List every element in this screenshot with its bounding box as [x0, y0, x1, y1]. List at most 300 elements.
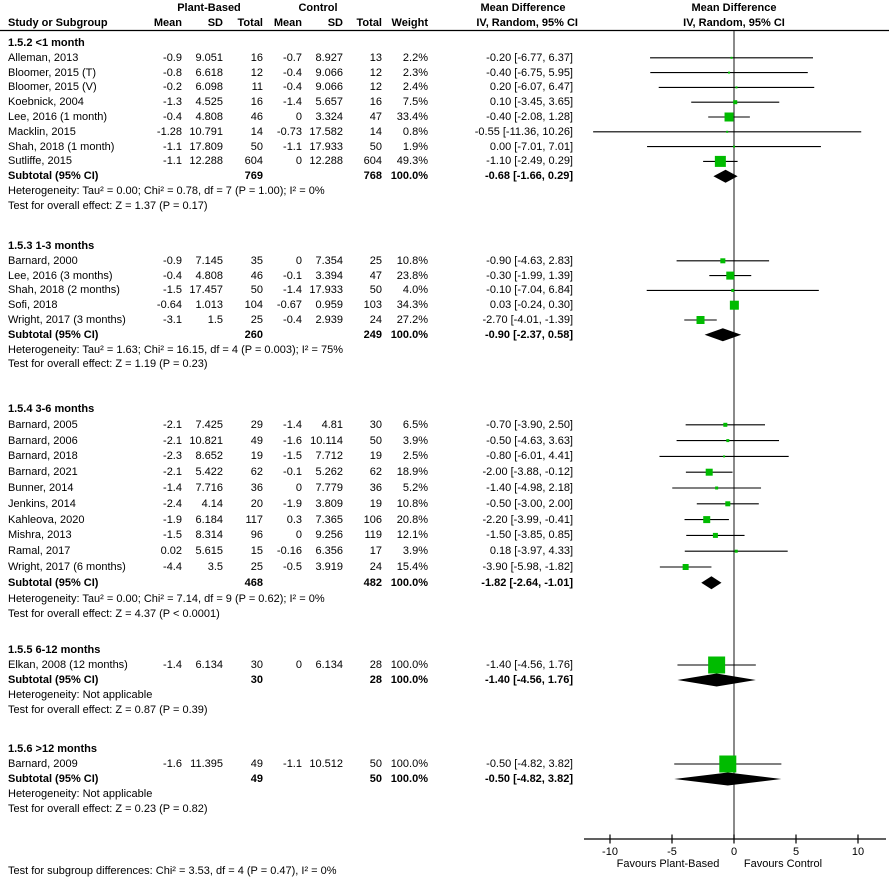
weight-cell: 10.8%	[396, 254, 428, 267]
weight-cell: 100.0%	[390, 674, 428, 686]
weight-cell: 3.9%	[402, 545, 428, 558]
weight-cell: 27.2%	[396, 314, 428, 326]
mean2-cell: -0.4	[283, 314, 302, 326]
sd1-cell: 12.288	[189, 155, 223, 168]
n2-cell: 62	[369, 466, 382, 479]
mean2-cell: 0	[295, 529, 302, 542]
mean2-cell: 0	[295, 482, 302, 494]
column-header-mean-control: Mean	[273, 17, 302, 29]
n2-cell: 50	[369, 773, 382, 785]
mean2-cell: -1.5	[283, 450, 302, 463]
n2-cell: 768	[363, 170, 382, 183]
ci-cell: -3.90 [-5.98, -1.82]	[482, 561, 573, 573]
sd2-cell: 3.919	[315, 561, 343, 573]
effect-marker	[731, 289, 734, 292]
weight-cell: 2.3%	[402, 66, 428, 79]
n1-cell: 11	[251, 81, 263, 94]
n2-cell: 106	[363, 513, 382, 526]
n1-cell: 117	[245, 513, 263, 526]
subtotal-label: Subtotal (95% CI)	[8, 328, 99, 341]
section-title: 1.5.3 1-3 months	[8, 240, 95, 252]
subtotal-diamond	[705, 328, 742, 341]
ci-cell: -0.80 [-6.01, 4.41]	[486, 450, 573, 463]
sd1-cell: 5.422	[195, 466, 223, 479]
study-name-cell: Koebnick, 2004	[8, 96, 84, 109]
mean1-cell: -2.1	[163, 466, 182, 479]
weight-cell: 18.9%	[396, 466, 428, 479]
weight-cell: 5.2%	[402, 482, 428, 494]
mean1-cell: -1.9	[163, 513, 182, 526]
weight-cell: 100.0%	[390, 659, 428, 671]
sd1-cell: 5.615	[195, 545, 223, 558]
heterogeneity-note: Heterogeneity: Tau² = 0.00; Chi² = 7.14, df = 9 (P = 0.62); I² = 0%	[8, 592, 325, 605]
study-name-cell: Barnard, 2009	[8, 758, 78, 770]
n2-cell: 482	[363, 576, 382, 589]
mean2-cell: 0	[295, 254, 302, 267]
mean1-cell: -1.3	[163, 96, 182, 109]
n1-cell: 12	[250, 66, 263, 79]
study-name-cell: Bloomer, 2015 (T)	[8, 66, 97, 79]
sd2-cell: 17.582	[309, 125, 343, 138]
study-name-cell: Barnard, 2018	[8, 450, 78, 463]
effect-marker	[726, 439, 729, 442]
mean2-cell: -1.4	[283, 418, 302, 431]
sd2-cell: 3.324	[315, 111, 343, 123]
n1-cell: 30	[250, 674, 263, 686]
mean1-cell: 0.02	[160, 545, 182, 558]
n2-cell: 24	[369, 561, 382, 573]
heterogeneity-note: Heterogeneity: Tau² = 1.63; Chi² = 16.15, df = 4 (P = 0.003); I² = 75%	[8, 343, 343, 356]
effect-marker	[708, 657, 725, 674]
md-text-column-title: Mean Difference	[480, 2, 566, 14]
n1-cell: 104	[244, 299, 263, 312]
section-title: 1.5.6 >12 months	[8, 743, 97, 755]
sd1-cell: 4.14	[201, 497, 223, 510]
mean1-cell: -1.28	[156, 125, 182, 138]
heterogeneity-note: Heterogeneity: Not applicable	[8, 788, 153, 800]
mean1-cell: -1.4	[163, 659, 182, 671]
n2-cell: 50	[369, 758, 382, 770]
ci-cell: -0.50 [-4.63, 3.63]	[486, 434, 573, 447]
weight-cell: 4.0%	[402, 284, 428, 297]
n2-cell: 50	[369, 434, 382, 447]
n1-cell: 25	[250, 314, 263, 326]
sd2-cell: 3.394	[315, 269, 343, 282]
effect-marker	[723, 455, 725, 457]
column-header-weight: Weight	[391, 17, 428, 29]
n1-cell: 35	[250, 254, 263, 267]
effect-marker	[697, 316, 705, 324]
effect-marker	[726, 272, 734, 280]
heterogeneity-note: Heterogeneity: Tau² = 0.00; Chi² = 0.78, df = 7 (P = 1.00); I² = 0%	[8, 185, 325, 197]
n2-cell: 119	[364, 529, 382, 542]
mean1-cell: -3.1	[163, 314, 182, 326]
mean1-cell: -1.5	[163, 529, 182, 542]
column-header-sd-control: SD	[327, 17, 343, 29]
effect-marker	[725, 113, 734, 122]
sd1-cell: 6.618	[195, 66, 223, 79]
n1-cell: 36	[250, 482, 263, 494]
ci-cell: -0.90 [-4.63, 2.83]	[486, 254, 573, 267]
sd1-cell: 7.425	[195, 418, 223, 431]
effect-marker	[719, 756, 736, 773]
n1-cell: 49	[250, 758, 263, 770]
effect-marker	[730, 301, 739, 310]
sd1-cell: 10.821	[189, 434, 223, 447]
mean2-cell: -0.7	[283, 51, 302, 64]
sd2-cell: 9.066	[315, 81, 343, 94]
mean2-cell: 0	[295, 155, 302, 168]
effect-marker	[733, 100, 737, 104]
favours-left-label: Favours Plant-Based	[616, 858, 720, 870]
section-title: 1.5.5 6-12 months	[8, 644, 101, 656]
effect-marker	[733, 146, 735, 148]
weight-cell: 49.3%	[396, 155, 428, 168]
weight-cell: 33.4%	[396, 111, 428, 123]
n1-cell: 49	[250, 434, 263, 447]
n2-cell: 19	[369, 497, 382, 510]
sd2-cell: 6.356	[315, 545, 343, 558]
mean2-cell: -0.1	[283, 269, 302, 282]
mean1-cell: -0.8	[163, 66, 182, 79]
n2-cell: 13	[369, 51, 382, 64]
ci-cell: -1.40 [-4.98, 2.18]	[486, 482, 573, 494]
subtotal-label: Subtotal (95% CI)	[8, 674, 99, 686]
weight-cell: 15.4%	[396, 561, 428, 573]
sd1-cell: 4.525	[195, 96, 223, 109]
n2-cell: 25	[369, 254, 382, 267]
heterogeneity-note: Heterogeneity: Not applicable	[8, 689, 153, 701]
n1-cell: 30	[250, 659, 263, 671]
study-name-cell: Macklin, 2015	[8, 125, 76, 138]
sd2-cell: 17.933	[309, 284, 343, 297]
sd2-cell: 9.256	[315, 529, 343, 542]
effect-marker	[720, 258, 725, 263]
effect-marker	[726, 131, 728, 133]
weight-cell: 10.8%	[396, 497, 428, 510]
n1-cell: 468	[244, 576, 263, 589]
group-header-plant-based: Plant-Based	[177, 2, 241, 14]
mean1-cell: -2.1	[163, 434, 182, 447]
weight-cell: 2.2%	[402, 51, 428, 64]
md-plot-column-title: Mean Difference	[691, 2, 777, 14]
sd1-cell: 7.716	[195, 482, 223, 494]
axis-tick-label: 5	[792, 846, 800, 858]
subtotal-label: Subtotal (95% CI)	[8, 773, 99, 785]
sd1-cell: 6.184	[195, 513, 223, 526]
n2-cell: 17	[369, 545, 382, 558]
axis-tick-label: 10	[851, 846, 865, 858]
n1-cell: 16	[250, 96, 263, 109]
weight-cell: 34.3%	[396, 299, 428, 312]
sd2-cell: 2.939	[315, 314, 343, 326]
study-name-cell: Bloomer, 2015 (V)	[8, 81, 97, 94]
ci-cell: -1.40 [-4.56, 1.76]	[486, 659, 573, 671]
n1-cell: 15	[250, 545, 263, 558]
weight-cell: 2.4%	[402, 81, 428, 94]
study-name-cell: Sutliffe, 2015	[8, 155, 73, 168]
effect-marker	[735, 86, 737, 88]
mean2-cell: -0.4	[283, 66, 302, 79]
mean2-cell: -1.6	[283, 434, 302, 447]
sd1-cell: 9.051	[195, 51, 223, 64]
study-name-cell: Ramal, 2017	[8, 545, 71, 558]
effect-marker	[703, 516, 710, 523]
effect-marker	[713, 533, 718, 538]
ci-cell: 0.00 [-7.01, 7.01]	[489, 140, 573, 153]
ci-cell: -0.50 [-4.82, 3.82]	[486, 758, 573, 770]
overall-effect-note: Test for overall effect: Z = 1.37 (P = 0.17)	[8, 199, 208, 212]
n1-cell: 14	[250, 125, 263, 138]
sd1-cell: 17.457	[189, 284, 223, 297]
effect-marker	[728, 72, 730, 74]
mean1-cell: -1.1	[163, 155, 182, 168]
weight-cell: 100.0%	[390, 170, 428, 183]
group-header-control: Control	[298, 2, 338, 14]
mean2-cell: -0.16	[276, 545, 302, 558]
subtotal-diamond	[701, 576, 721, 589]
column-header-sd-plant: SD	[207, 17, 223, 29]
mean2-cell: -1.4	[283, 96, 302, 109]
n2-cell: 249	[363, 328, 382, 341]
n2-cell: 103	[363, 299, 382, 312]
ci-cell: 0.20 [-6.07, 6.47]	[489, 81, 573, 94]
subtotal-diamond	[677, 674, 755, 687]
ci-cell: -0.55 [-11.36, 10.26]	[474, 125, 573, 138]
weight-cell: 100.0%	[390, 758, 428, 770]
overall-effect-note: Test for overall effect: Z = 0.87 (P = 0.39)	[8, 704, 208, 716]
axis-tick-label: 0	[730, 846, 738, 858]
ci-cell: -0.20 [-6.77, 6.37]	[486, 51, 573, 64]
mean2-cell: -0.4	[283, 81, 302, 94]
sd1-cell: 10.791	[189, 125, 223, 138]
n2-cell: 12	[369, 81, 382, 94]
n1-cell: 604	[244, 155, 263, 168]
ci-cell: -2.00 [-3.88, -0.12]	[482, 466, 573, 479]
study-name-cell: Barnard, 2000	[8, 254, 78, 267]
n2-cell: 47	[369, 111, 382, 123]
mean1-cell: -1.4	[163, 482, 182, 494]
n2-cell: 24	[369, 314, 382, 326]
sd2-cell: 17.933	[309, 140, 343, 153]
sd1-cell: 3.5	[207, 561, 223, 573]
mean2-cell: -0.5	[283, 561, 302, 573]
column-header-mean-plant: Mean	[153, 17, 182, 29]
subtotal-label: Subtotal (95% CI)	[8, 170, 99, 183]
weight-cell: 12.1%	[396, 529, 428, 542]
mean2-cell: 0.3	[286, 513, 302, 526]
ci-cell: -0.50 [-3.00, 2.00]	[486, 497, 573, 510]
mean1-cell: -2.4	[163, 497, 182, 510]
overall-effect-note: Test for overall effect: Z = 1.19 (P = 0.23)	[8, 358, 208, 371]
sd1-cell: 8.314	[195, 529, 223, 542]
ci-cell: -0.90 [-2.37, 0.58]	[484, 328, 573, 341]
study-name-cell: Wright, 2017 (3 months)	[8, 314, 126, 326]
ci-cell: -2.20 [-3.99, -0.41]	[482, 513, 573, 526]
weight-cell: 0.8%	[402, 125, 428, 138]
effect-marker	[725, 501, 730, 506]
ci-cell: -0.68 [-1.66, 0.29]	[484, 170, 573, 183]
axis-tick-label: -5	[667, 846, 677, 858]
sd1-cell: 4.808	[195, 111, 223, 123]
effect-marker	[683, 564, 689, 570]
n1-cell: 50	[250, 140, 263, 153]
n2-cell: 50	[369, 284, 382, 297]
effect-marker	[723, 423, 727, 427]
study-name-cell: Shah, 2018 (1 month)	[8, 140, 115, 153]
weight-cell: 20.8%	[396, 513, 428, 526]
sd2-cell: 5.262	[315, 466, 343, 479]
md-plot-column-subtitle: IV, Random, 95% CI	[683, 17, 785, 29]
mean2-cell: -0.73	[276, 125, 302, 138]
sd1-cell: 6.134	[195, 659, 223, 671]
subtotal-diamond	[713, 170, 737, 183]
mean2-cell: -1.9	[283, 497, 302, 510]
subtotal-diamond	[674, 773, 781, 786]
overall-effect-note: Test for overall effect: Z = 4.37 (P < 0.0001)	[8, 608, 220, 621]
mean1-cell: -0.2	[163, 81, 182, 94]
study-name-cell: Barnard, 2005	[8, 418, 78, 431]
n2-cell: 16	[369, 96, 382, 109]
mean2-cell: -1.4	[283, 284, 302, 297]
n1-cell: 25	[250, 561, 263, 573]
ci-cell: -2.70 [-4.01, -1.39]	[482, 314, 573, 326]
n2-cell: 604	[363, 155, 382, 168]
n2-cell: 36	[369, 482, 382, 494]
study-name-cell: Mishra, 2013	[8, 529, 72, 542]
column-header-study: Study or Subgroup	[8, 17, 108, 29]
mean1-cell: -0.9	[163, 51, 182, 64]
sd1-cell: 4.808	[195, 269, 223, 282]
ci-cell: -0.50 [-4.82, 3.82]	[484, 773, 573, 785]
mean2-cell: 0	[295, 659, 302, 671]
study-name-cell: Jenkins, 2014	[8, 497, 76, 510]
weight-cell: 100.0%	[390, 576, 428, 589]
n2-cell: 50	[369, 140, 382, 153]
study-name-cell: Shah, 2018 (2 months)	[8, 284, 120, 297]
sd2-cell: 10.512	[309, 758, 343, 770]
overall-effect-note: Test for overall effect: Z = 0.23 (P = 0.82)	[8, 803, 208, 815]
effect-marker	[735, 550, 738, 553]
n2-cell: 12	[369, 66, 382, 79]
sd2-cell: 5.657	[315, 96, 343, 109]
study-name-cell: Lee, 2016 (1 month)	[8, 111, 108, 123]
study-name-cell: Kahleova, 2020	[8, 513, 85, 526]
md-text-column-subtitle: IV, Random, 95% CI	[476, 17, 578, 29]
mean1-cell: -0.4	[163, 269, 182, 282]
n1-cell: 46	[250, 269, 263, 282]
ci-cell: -0.40 [-2.08, 1.28]	[486, 111, 573, 123]
weight-cell: 2.5%	[402, 450, 428, 463]
weight-cell: 3.9%	[402, 434, 428, 447]
mean2-cell: -1.1	[283, 140, 302, 153]
mean1-cell: -2.1	[163, 418, 182, 431]
n1-cell: 29	[250, 418, 263, 431]
mean1-cell: -1.1	[163, 140, 182, 153]
weight-cell: 1.9%	[402, 140, 428, 153]
section-title: 1.5.4 3-6 months	[8, 403, 95, 415]
study-name-cell: Alleman, 2013	[8, 51, 79, 64]
ci-cell: 0.03 [-0.24, 0.30]	[489, 299, 573, 312]
ci-cell: -1.10 [-2.49, 0.29]	[486, 155, 573, 168]
n1-cell: 62	[250, 466, 263, 479]
sd2-cell: 7.365	[315, 513, 343, 526]
study-name-cell: Barnard, 2021	[8, 466, 78, 479]
ci-cell: -0.70 [-3.90, 2.50]	[486, 418, 573, 431]
subtotal-label: Subtotal (95% CI)	[8, 576, 99, 589]
effect-marker	[715, 156, 726, 167]
sd2-cell: 4.81	[321, 418, 343, 431]
n1-cell: 769	[244, 170, 263, 183]
sd1-cell: 17.809	[189, 140, 223, 153]
weight-cell: 6.5%	[402, 418, 428, 431]
ci-cell: 0.10 [-3.45, 3.65]	[489, 96, 573, 109]
favours-right-label: Favours Control	[743, 858, 823, 870]
effect-marker	[731, 57, 733, 59]
sd2-cell: 7.354	[315, 254, 343, 267]
sd2-cell: 12.288	[309, 155, 343, 168]
sd2-cell: 10.114	[310, 434, 343, 447]
n1-cell: 16	[250, 51, 263, 64]
axis-tick-label: -10	[602, 846, 618, 858]
n1-cell: 50	[250, 284, 263, 297]
mean1-cell: -0.4	[163, 111, 182, 123]
sd1-cell: 1.5	[207, 314, 223, 326]
subgroup-difference-note: Test for subgroup differences: Chi² = 3.53, df = 4 (P = 0.47), I² = 0%	[8, 865, 337, 877]
study-name-cell: Elkan, 2008 (12 months)	[8, 659, 128, 671]
ci-cell: 0.18 [-3.97, 4.33]	[489, 545, 573, 558]
sd2-cell: 0.959	[315, 299, 343, 312]
mean1-cell: -1.6	[163, 758, 182, 770]
effect-marker	[715, 487, 718, 490]
mean2-cell: -1.1	[283, 758, 302, 770]
effect-marker	[706, 469, 713, 476]
study-name-cell: Bunner, 2014	[8, 482, 74, 494]
study-name-cell: Sofi, 2018	[8, 299, 58, 312]
mean1-cell: -0.9	[163, 254, 182, 267]
mean1-cell: -4.4	[163, 561, 182, 573]
sd1-cell: 8.652	[195, 450, 223, 463]
sd2-cell: 7.779	[315, 482, 343, 494]
study-name-cell: Lee, 2016 (3 months)	[8, 269, 113, 282]
sd2-cell: 7.712	[315, 450, 343, 463]
n2-cell: 30	[369, 418, 382, 431]
weight-cell: 7.5%	[402, 96, 428, 109]
weight-cell: 100.0%	[390, 328, 428, 341]
mean2-cell: -0.1	[283, 466, 302, 479]
sd1-cell: 11.395	[190, 758, 223, 770]
column-header-total-plant: Total	[237, 17, 263, 29]
n2-cell: 19	[369, 450, 382, 463]
n1-cell: 20	[250, 497, 263, 510]
ci-cell: -1.82 [-2.64, -1.01]	[481, 576, 573, 589]
study-name-cell: Barnard, 2006	[8, 434, 78, 447]
n1-cell: 260	[244, 328, 263, 341]
study-name-cell: Wright, 2017 (6 months)	[8, 561, 126, 573]
weight-cell: 100.0%	[390, 773, 428, 785]
sd2-cell: 9.066	[315, 66, 343, 79]
section-title: 1.5.2 <1 month	[8, 37, 85, 49]
sd1-cell: 6.098	[195, 81, 223, 94]
weight-cell: 23.8%	[396, 269, 428, 282]
n2-cell: 14	[369, 125, 382, 138]
mean2-cell: -0.67	[276, 299, 302, 312]
n2-cell: 28	[369, 674, 382, 686]
sd2-cell: 3.809	[315, 497, 343, 510]
mean2-cell: 0	[295, 111, 302, 123]
sd2-cell: 6.134	[315, 659, 343, 671]
sd2-cell: 8.927	[315, 51, 343, 64]
